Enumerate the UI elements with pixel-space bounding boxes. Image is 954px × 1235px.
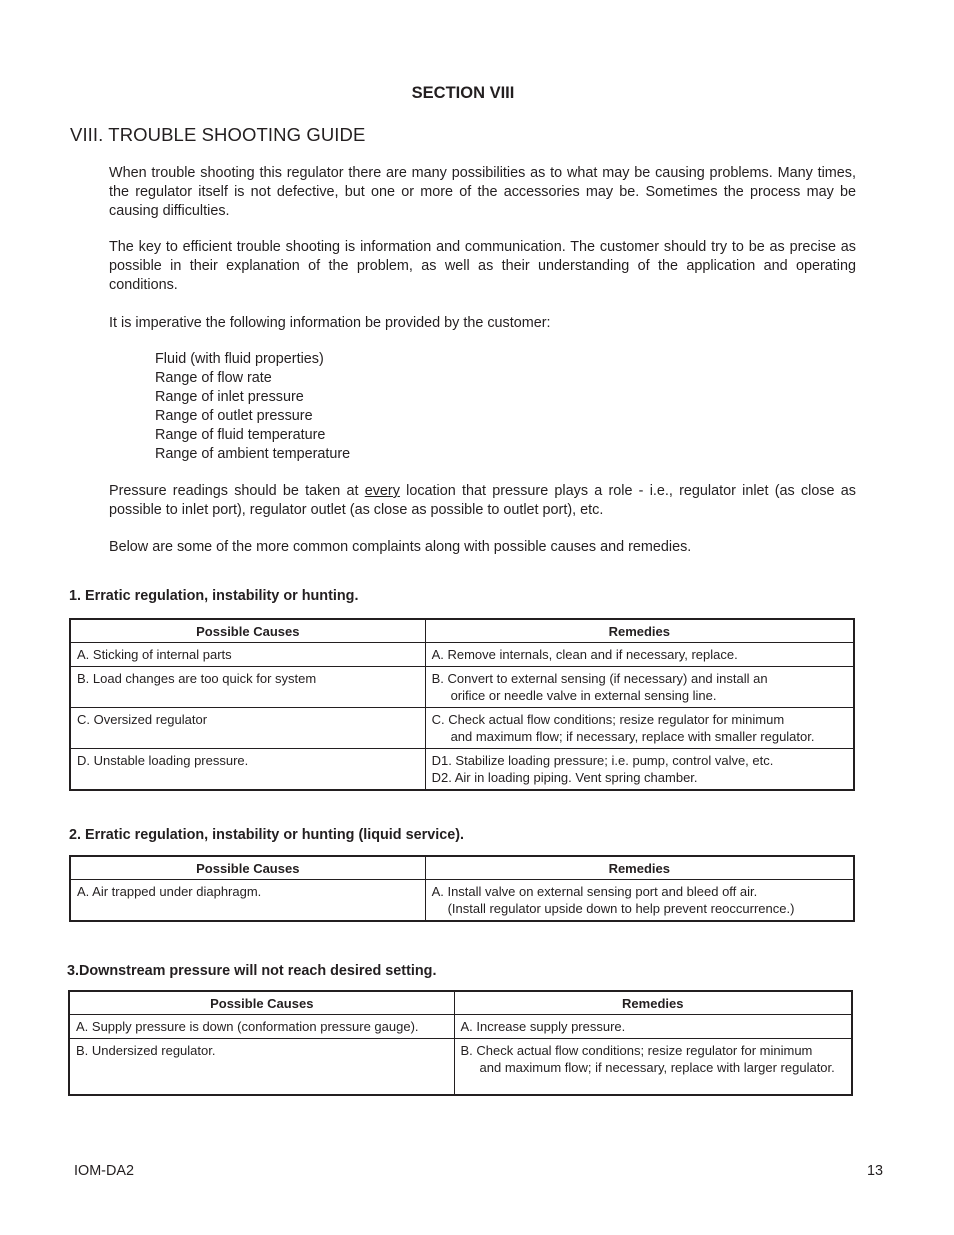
info-list [155, 350, 350, 464]
table-row [70, 667, 854, 708]
cause-cell: A. Air trapped under diaphragm. [70, 880, 425, 922]
remedy-cell [425, 643, 854, 667]
table-row [69, 1039, 852, 1096]
remedy-line: A. Remove internals, clean and if necessary, replace. [431, 647, 738, 662]
remedy-line: A. Increase supply pressure. [460, 1019, 626, 1034]
causes-header: Possible Causes [70, 856, 425, 880]
remedy-line: D1. Stabilize loading pressure; i.e. pump, control valve, etc. [431, 753, 774, 768]
table-row [70, 708, 854, 749]
table-header-row [70, 619, 854, 643]
remedy-cell [425, 880, 854, 922]
table-header-row [70, 856, 854, 880]
causes-header: Possible Causes [70, 619, 425, 643]
problem-1-heading: 1. Erratic regulation, instability or hunting. [69, 588, 359, 604]
key-paragraph: The key to efficient trouble shooting is information and communication. The customer should try to be as precise as possible in their explanation of the problem, as well as their understanding of the application and operating conditions. [109, 239, 856, 293]
page-title: VIII. TROUBLE SHOOTING GUIDE [70, 124, 366, 145]
causes-header: Possible Causes [69, 991, 454, 1015]
problem-1-table [69, 618, 855, 791]
remedy-line: orifice or needle valve in external sensing line. [450, 688, 717, 703]
table-row [70, 643, 854, 667]
remedy-line: (Install regulator upside down to help prevent reoccurrence.) [447, 901, 795, 916]
remedy-line: and maximum flow; if necessary, replace with smaller regulator. [450, 729, 815, 744]
list-item: Range of outlet pressure [155, 408, 313, 424]
remedy-cell [425, 749, 854, 791]
list-item: Range of fluid temperature [155, 427, 326, 443]
text-span: Pressure readings should be taken at [109, 483, 365, 499]
remedy-line: C. Check actual flow conditions; resize regulator for minimum [431, 712, 785, 727]
list-item: Range of inlet pressure [155, 389, 304, 405]
cause-cell: A. Sticking of internal parts [70, 643, 425, 667]
problem-2-heading: 2. Erratic regulation, instability or hunting (liquid service). [69, 827, 465, 843]
document-code: IOM-DA2 [74, 1163, 134, 1179]
intro-paragraph: When trouble shooting this regulator there are many possibilities as to what may be causing problems. Many times, the regulator itself is not defective, but one or more of the accessories may be. Sometimes the process may be causing difficulties. [109, 165, 856, 219]
remedies-header: Remedies [425, 856, 854, 880]
cause-cell: B. Undersized regulator. [69, 1039, 454, 1096]
problem-3-heading: 3.Downstream pressure will not reach desired setting. [67, 963, 437, 979]
remedy-cell [425, 667, 854, 708]
remedies-header: Remedies [454, 991, 852, 1015]
list-item: Range of ambient temperature [155, 446, 351, 462]
pressure-readings-paragraph [109, 482, 856, 520]
cause-cell: B. Load changes are too quick for system [70, 667, 425, 708]
table-row [70, 749, 854, 791]
remedy-cell [454, 1039, 852, 1096]
cause-cell: D. Unstable loading pressure. [70, 749, 425, 791]
info-required-paragraph: It is imperative the following information be provided by the customer: [109, 315, 551, 331]
remedy-cell [425, 708, 854, 749]
list-item: Fluid (with fluid properties) [155, 351, 324, 367]
section-heading: SECTION VIII [411, 84, 515, 102]
table-row [70, 880, 854, 922]
remedy-line: A. Install valve on external sensing port and bleed off air. [431, 884, 758, 899]
cause-cell: A. Supply pressure is down (conformation pressure gauge). [69, 1015, 454, 1039]
complaints-intro-paragraph: Below are some of the more common complaints along with possible causes and remedies. [109, 539, 692, 555]
remedy-line: B. Convert to external sensing (if necessary) and install an [431, 671, 768, 686]
table-header-row [69, 991, 852, 1015]
remedy-line: B. Check actual flow conditions; resize regulator for minimum [460, 1043, 813, 1058]
remedy-cell [454, 1015, 852, 1039]
emphasis-every: every [364, 483, 400, 499]
page-number: 13 [867, 1163, 884, 1179]
remedies-header: Remedies [425, 619, 854, 643]
problem-3-table [68, 990, 853, 1096]
cause-cell: C. Oversized regulator [70, 708, 425, 749]
remedy-line: and maximum flow; if necessary, replace with larger regulator. [479, 1060, 835, 1075]
problem-2-table [69, 855, 855, 922]
list-item: Range of flow rate [155, 370, 272, 386]
table-row [69, 1015, 852, 1039]
text-span: location that pressure plays a role - i.e., regulator inlet (as close as possible to inlet port), regulator outlet (as close as possible to outlet port), etc. [109, 483, 856, 518]
remedy-line: D2. Air in loading piping. Vent spring chamber. [431, 770, 698, 785]
